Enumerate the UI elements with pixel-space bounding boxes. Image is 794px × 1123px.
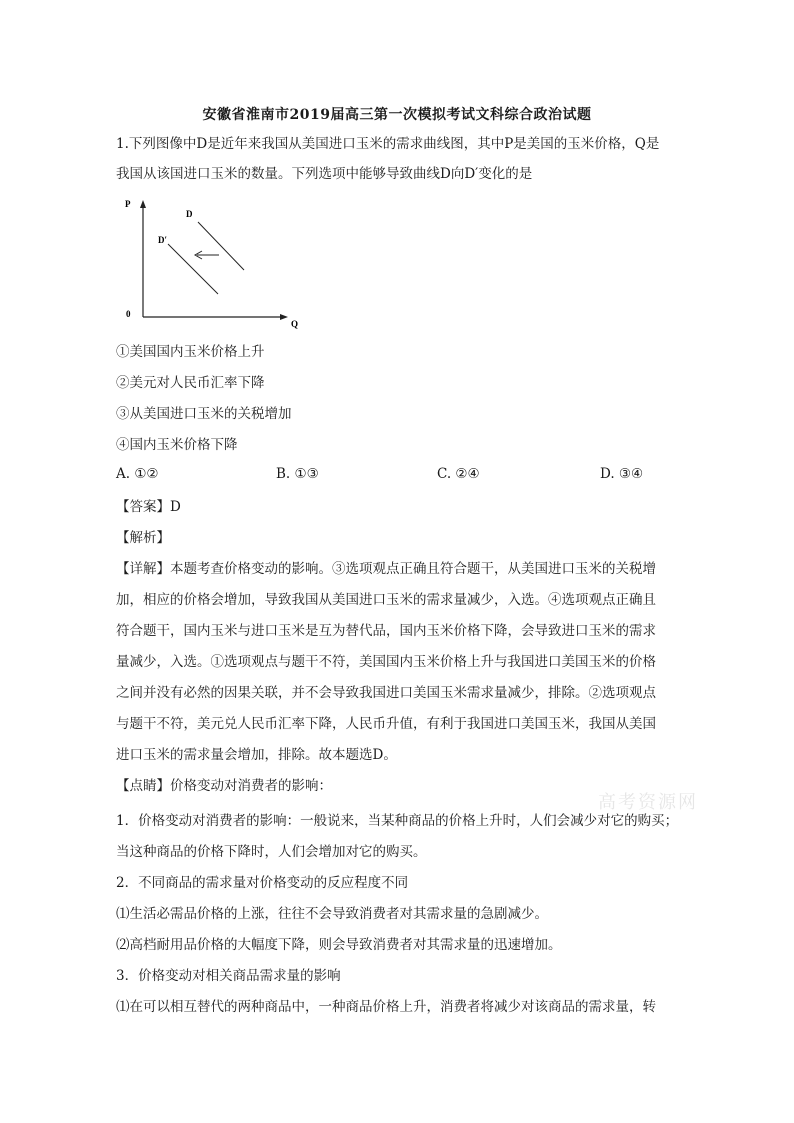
statement-2: ②美元对人民币汇率下降 [116,375,265,391]
q-axis-arrow [280,314,288,320]
q-axis-label: Q [291,319,299,329]
detail-line: 【详解】本题考查价格变动的影响。③选项观点正确且符合题干，从美国进口玉米的关税增 [116,561,656,577]
statement-4: ④国内玉米价格下降 [116,437,238,453]
answer-line: 【答案】D [116,499,181,515]
tip-line: ⑵高档耐用品价格的大幅度下降，则会导致消费者对其需求量的迅速增加。 [116,937,562,953]
choice-a: A. ①② [116,466,159,482]
detail-line: 量减少，入选。①选项观点与题干不符，美国国内玉米价格上升与我国进口美国玉米的价格 [116,654,656,670]
p-axis-label: P [125,199,131,209]
tip-line: ⑴生活必需品价格的上涨，往往不会导致消费者对其需求量的急剧减少。 [116,906,548,922]
watermark: 高考资源网 [598,792,698,813]
statement-1: ①美国国内玉米价格上升 [116,344,265,360]
tip-line: 2．不同商品的需求量对价格变动的反应程度不同 [116,875,409,891]
analysis-heading: 【解析】 [116,530,170,546]
statement-3: ③从美国进口玉米的关税增加 [116,406,292,422]
page-title: 安徽省淮南市2019届高三第一次模拟考试文科综合政治试题 [202,107,592,123]
detail-line: 进口玉米的需求量会增加，排除。故本题选D。 [116,747,397,763]
choice-d: D. ③④ [600,466,644,482]
tip-line: 1．价格变动对消费者的影响：一般说来，当某种商品的价格上升时，人们会减少对它的购买； [116,813,679,829]
curve-d-prime-label: D′ [158,235,168,245]
detail-line: 符合题干，国内玉米与进口玉米是互为替代品，国内玉米价格下降，会导致进口玉米的需求 [116,623,656,639]
curve-d-prime [168,244,218,294]
curve-d-label: D [186,209,193,219]
choice-c: C. ②④ [437,466,480,482]
detail-line: 与题干不符，美元兑人民币汇率下降，人民币升值，有利于我国进口美国玉米，我国从美国 [116,716,656,732]
detail-line: 加，相应的价格会增加，导致我国从美国进口玉米的需求量减少，入选。④选项观点正确且 [116,592,656,608]
demand-curve-graph [118,196,308,336]
choice-b: B. ①③ [276,466,319,482]
curve-d [198,222,244,270]
question-stem-line: 我国从该国进口玉米的数量。下列选项中能够导致曲线D向D′变化的是 [116,166,533,182]
origin-label: 0 [126,309,131,319]
tip-line: 当这种商品的价格下降时，人们会增加对它的购买。 [116,844,427,860]
tip-line: 3．价格变动对相关商品需求量的影响 [116,968,341,984]
detail-line: 之间并没有必然的因果关联，并不会导致我国进口美国玉米需求量减少，排除。②选项观点 [116,685,656,701]
tip-line: ⑴在可以相互替代的两种商品中，一种商品价格上升，消费者将减少对该商品的需求量，转 [116,999,656,1015]
tip-line: 【点睛】价格变动对消费者的影响： [116,778,332,794]
question-stem-line: 1.下列图像中D是近年来我国从美国进口玉米的需求曲线图，其中P是美国的玉米价格，Q是 [116,136,660,152]
p-axis-arrow [140,200,146,208]
